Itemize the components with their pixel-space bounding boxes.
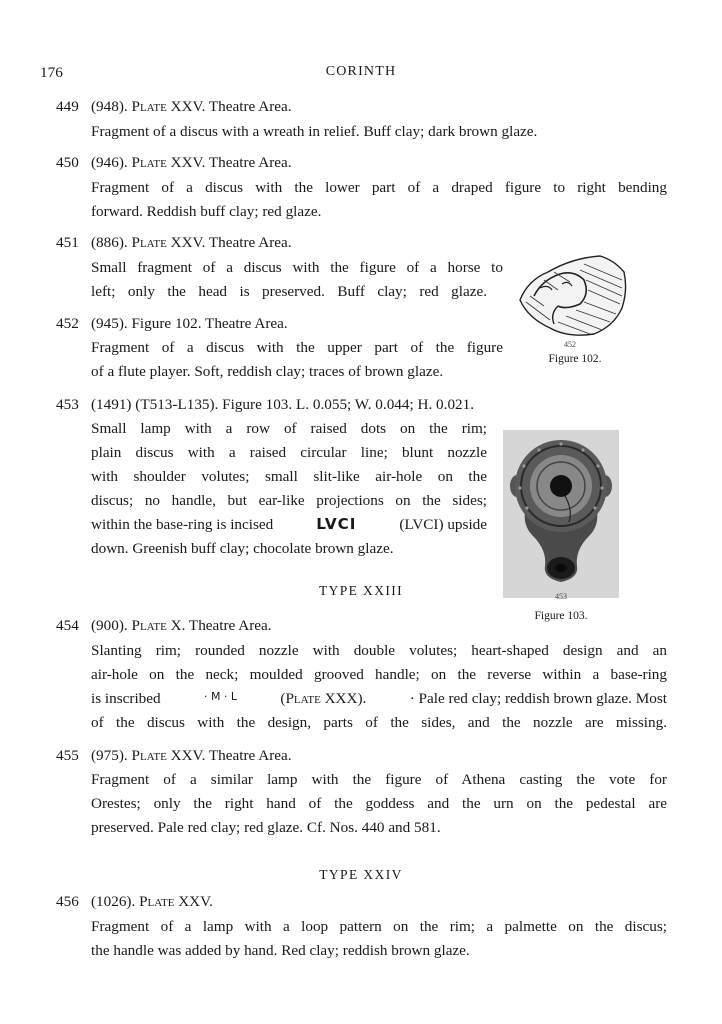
- inventory-number: (948).: [91, 98, 128, 115]
- entry-text-line-inscription: [91, 517, 487, 532]
- entry-text-line: forward. Reddish buff clay; red glaze.: [91, 203, 322, 220]
- entry-text-line: of a flute player. Soft, reddish clay; traces of brown glaze.: [91, 363, 444, 380]
- entry-number: 453: [56, 396, 79, 413]
- entry-number: 451: [56, 234, 79, 251]
- entry-text-line: left; only the head is preserved. Buff clay; red glaze.: [91, 283, 487, 300]
- find-location: Theatre Area.: [208, 747, 292, 764]
- entry-heading: [91, 748, 292, 763]
- text-fragment: · Pale red clay; reddish brown glaze. Most: [409, 690, 667, 707]
- text-fragment: within the base-ring is incised: [91, 516, 274, 533]
- figure-103-caption: Figure 103.: [534, 610, 588, 622]
- find-location: Theatre Area.: [188, 617, 272, 634]
- text-fragment: (LVCI) upside: [399, 516, 487, 533]
- entry-number: 452: [56, 315, 79, 332]
- find-location: Theatre Area.: [208, 154, 292, 171]
- plate-reference: Plate X.: [131, 617, 186, 634]
- plate-reference: Plate XXV.: [131, 747, 206, 764]
- entry-text-line-inscription: [91, 691, 667, 706]
- section-heading: TYPE XXIV: [319, 867, 403, 882]
- inventory-number: (946).: [91, 154, 128, 171]
- entry-heading: [91, 894, 213, 909]
- entry-heading: [91, 99, 292, 114]
- incised-inscription: LVCI: [316, 515, 357, 533]
- text-fragment: is inscribed: [91, 690, 161, 707]
- entry-text-line: the handle was added by hand. Red clay; reddish brown glaze.: [91, 942, 470, 959]
- entry-text-line: Fragment of a discus with a wreath in relief. Buff clay; dark brown glaze.: [91, 123, 538, 140]
- entry-heading: (1491) (T513-L135). Figure 103. L. 0.055; W. 0.044; H. 0.021.: [91, 396, 475, 413]
- inventory-number: (900).: [91, 617, 128, 634]
- figure-102-fragment-drawing: [514, 250, 632, 338]
- inventory-number: (1026).: [91, 893, 136, 910]
- plate-reference: Plate XXV.: [131, 154, 206, 171]
- entry-text-line: down. Greenish buff clay; chocolate brown glaze.: [91, 540, 394, 557]
- lamp-photo-icon: [503, 430, 619, 598]
- page-number: 176: [40, 64, 63, 81]
- find-location: Theatre Area.: [208, 234, 292, 251]
- entry-text-line: with shoulder volutes; small slit-like air-hole on the: [91, 468, 487, 485]
- plate-reference: Plate XXV.: [139, 893, 213, 910]
- running-head: CORINTH: [325, 64, 397, 79]
- entry-heading: (945). Figure 102. Theatre Area.: [91, 315, 288, 332]
- figure-103-number: 453: [555, 592, 567, 601]
- entry-number: 450: [56, 154, 79, 171]
- inventory-number: (975).: [91, 747, 128, 764]
- entry-number: 454: [56, 617, 79, 634]
- entry-number: 455: [56, 747, 79, 764]
- entry-heading: [91, 235, 292, 250]
- figure-102-number: 452: [564, 340, 576, 349]
- entry-text-line: plain discus with a raised circular line; blunt nozzle: [91, 444, 487, 461]
- entry-heading: [91, 618, 272, 633]
- figure-103-photo: [503, 430, 619, 598]
- entry-text-line: discus; no handle, but ear-like projections on the sides;: [91, 492, 487, 509]
- plate-reference: (Plate XXX).: [280, 690, 367, 707]
- entry-text-line: Fragment of a discus with the lower part of a draped figure to right bending: [91, 179, 667, 196]
- entry-text-line: Small fragment of a discus with the figure of a horse to: [91, 259, 503, 276]
- entry-text-line: air-hole on the neck; moulded grooved handle; on the reverse within a base-ring: [91, 666, 667, 683]
- entry-number: 449: [56, 98, 79, 115]
- entry-text-line: Orestes; only the right hand of the goddess and the urn on the pedestal are: [91, 795, 667, 812]
- inventory-number: (886).: [91, 234, 128, 251]
- entry-heading: [91, 155, 292, 170]
- plate-reference: Plate XXV.: [131, 98, 206, 115]
- inscribed-mark: · M · L: [203, 690, 238, 703]
- entry-text-line: of the discus with the design, parts of the sides, and the nozzle are missing.: [91, 714, 667, 731]
- entry-text-line: preserved. Pale red clay; red glaze. Cf. Nos. 440 and 581.: [91, 819, 441, 836]
- figure-102-caption: Figure 102.: [548, 353, 602, 365]
- entry-text-line: Slanting rim; rounded nozzle with double volutes; heart-shaped design and an: [91, 642, 667, 659]
- section-heading: TYPE XXIII: [318, 583, 404, 598]
- plate-reference: Plate XXV.: [131, 234, 206, 251]
- entry-number: 456: [56, 893, 79, 910]
- entry-text-line: Fragment of a lamp with a loop pattern on the rim; a palmette on the discus;: [91, 918, 667, 935]
- find-location: Theatre Area.: [208, 98, 292, 115]
- entry-text-line: Fragment of a discus with the upper part of the figure: [91, 339, 503, 356]
- entry-text-line: Fragment of a similar lamp with the figure of Athena casting the vote for: [91, 771, 667, 788]
- entry-text-line: Small lamp with a row of raised dots on the rim;: [91, 420, 487, 437]
